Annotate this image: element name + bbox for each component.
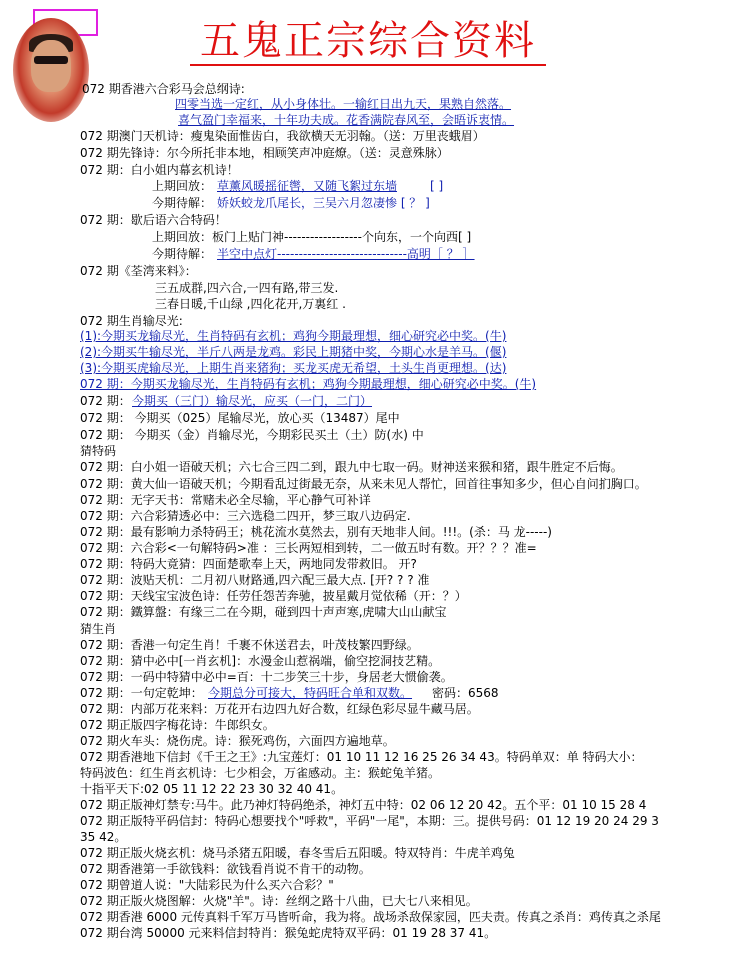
text-line: 今期待解：	[152, 247, 213, 261]
text-line: 特码波色：红生肖玄机诗：七少相会，万雀感动。主：猴蛇兔羊猪。	[80, 766, 441, 780]
page-title: 五鬼正宗综合资料	[200, 18, 536, 64]
text-line: 072 期《荃湾来料》：	[80, 264, 197, 278]
text-line: 072 期：天线宝宝波色诗：任劳任怨苦奔驰，披星戴月觉依稀（开：？）	[80, 589, 467, 603]
text-line[interactable]: (2):今期买牛输尽光，半斤八两是龙鸡。彩民上期猪中奖，今期心水是羊马。(偃)	[80, 345, 507, 359]
text-line: 072 期：无字天书：常赌未必全尽输，平心静气可补详	[80, 493, 371, 507]
text-line: 072 期澳门天机诗：瘦鬼染面惟齿白，我欲横天无羽翰。（送：万里丧蛾眉）	[80, 129, 485, 143]
avatar-glasses	[34, 56, 68, 64]
text-line: 娇妖蛟龙爪尾长，三吴六月忽凄惨 [ ？ ]	[217, 196, 430, 210]
text-line[interactable]: (3):今期买虎输尽光，上期生肖来猪狗；买龙买虎无希望，土头生肖更理想。(达)	[80, 361, 507, 375]
text-line: 072 期：一句定乾坤：	[80, 686, 203, 700]
text-line: 密码：6568	[432, 686, 499, 700]
text-line: 072 期：波贴天机：二月初八财路通,四六配三最大点. [开? ? ? 准	[80, 573, 430, 587]
text-line: 猜生肖	[80, 622, 117, 636]
text-line: 今期待解：	[152, 196, 213, 210]
text-line: 072 期：	[80, 394, 131, 408]
text-line: 072 期正版四字梅花诗：牛郎织女。	[80, 718, 275, 732]
text-line: 072 期：一码中特猜中必中=百：十二步笑三十步，身居老大惯偷袭。	[80, 670, 453, 684]
text-line: 35 42。	[80, 830, 127, 844]
text-line: 072 期香港六合彩马会总纲诗:	[82, 82, 245, 96]
text-line: 072 期火车头：烧伤虎。诗：猴死鸡伤，六面四方遍地草。	[80, 734, 395, 748]
text-line: 上期回放：	[152, 179, 213, 193]
text-line: [ ]	[430, 179, 444, 193]
text-line: 三五成群,四六合,一四有路,带三发.	[155, 281, 339, 295]
text-line: 072 期：六合彩<一句解特码>准 ：三长两短相到转，二一做五时有数。开？？？准=	[80, 541, 537, 555]
avatar-face	[31, 40, 71, 92]
text-line: 072 期：香港一句定生肖！千裹不休送君去，叶茂枝繁四野绿。	[80, 638, 419, 652]
text-line[interactable]: 072 期：今期买龙输尽光，生肖特码有玄机；鸡狗今期最理想，细心研究必中奖。(牛)	[80, 377, 537, 391]
text-line: 072 期香港第一手欲钱料：欲钱看肖说不肯干的动物。	[80, 862, 371, 876]
text-line[interactable]: 四零当选一定红，从小身体壮。一输红日出九天，果熟自然落。	[175, 97, 512, 111]
text-line: 072 期曾道人说："大陆彩民为什么买六合彩？"	[80, 878, 334, 892]
text-line[interactable]: 草薰风暖摇征辔，又随飞絮过东墙	[217, 179, 398, 193]
text-line: 三春日暖,千山绿 ,四化花开,万裏红 .	[155, 297, 346, 311]
text-line: 072 期：歇后语六合特码！	[80, 213, 227, 227]
text-line: 072 期香港 6000 元传真料千军万马皆听命，我为将。战场杀敌保家园，匹夫责。传真之杀肖：鸡传真之杀尾	[80, 910, 661, 924]
text-line: 072 期： 今期买（025）尾输尽光，放心买（13487）尾中	[80, 411, 400, 425]
text-line[interactable]: 今期总分可接大，特码旺合单和双数。	[208, 686, 413, 700]
text-line: 072 期台湾 50000 元来料信封特肖：猴兔蛇虎特双平码：01 19 28 37 41。	[80, 926, 497, 940]
text-line: 072 期： 今期买（金）肖输尽光，今期彩民买土（土）防(水) 中	[80, 428, 424, 442]
text-line: 072 期生肖输尽光:	[80, 314, 183, 328]
text-line: 072 期先锋诗：尔今所托非本地，相顾笑声冲庭燎。（送：灵意殊脉）	[80, 146, 449, 160]
text-line[interactable]: (1):今期买龙输尽光，生肖特码有玄机；鸡狗今期最理想，细心研究必中奖。(牛)	[80, 329, 507, 343]
text-line: 十指平天下:02 05 11 12 22 23 30 32 40 41。	[80, 782, 344, 796]
text-line: 072 期：六合彩猜透必中：三六选稳二四开，梦三取八边码定.	[80, 509, 411, 523]
text-line: 072 期正版神灯禁专:马牛。此乃神灯特码绝杀，神灯五中特：02 06 12 20 42。五个平：01 10 15 28 4	[80, 798, 647, 812]
text-line: 072 期：猜中必中[一肖玄机]：水漫金山惹祸端，偷空挖洞技艺精。	[80, 654, 441, 668]
text-line: 猜特码	[80, 444, 117, 458]
text-line: 072 期：白小姐内幕玄机诗！	[80, 163, 239, 177]
text-line: 072 期：特码大竟猜：四面楚歌奉上天，两地同发带救旧。 开?	[80, 557, 417, 571]
text-line: 072 期正版火烧图解：火烧"羊"。诗：丝纲之路十八曲，已大七八来相见。	[80, 894, 478, 908]
text-line: 072 期：鐵算盤：有缘三二在今期，碰到四十声声寒,虎啸大山山献宝	[80, 605, 447, 619]
text-line: 072 期正版特平码信封：特码心想要找个"呼救"，平码"一尾"，本期：三。提供号码：01 12 19 20 24 29 3	[80, 814, 659, 828]
text-line[interactable]: 今期买（三门）输尽光，应买（一门，二门）	[132, 394, 373, 408]
text-line: 上期回放：板门上贴门神------------------个向东，一个向西[ ]	[152, 230, 472, 244]
text-line[interactable]: 喜气盈门幸福来，十年功夫成。花香满院春风至，会晤诉衷情。	[178, 113, 515, 127]
avatar	[13, 18, 89, 122]
text-line: 072 期：白小姐一语破天机；六七合三四二到，跟九中七取一码。财神送来猴和猪，跟牛胜定不后悔。	[80, 460, 623, 474]
text-line: 072 期：内部万花来料：万花开右边四九好合数，红绿色彩尽显牛藏马居。	[80, 702, 479, 716]
title-underline	[190, 64, 546, 66]
text-line: 072 期正版火烧玄机：烧马杀猪五阳暖，春冬雪后五阳暖。特双特肖：牛虎羊鸡兔	[80, 846, 515, 860]
text-line: 072 期：最有影响力杀特码王；桃花流水莫然去，别有天地非人间。!!!。(杀：马 龙-----)	[80, 525, 552, 539]
text-line[interactable]: 半空中点灯------------------------------高明［ ？ ］	[217, 247, 475, 261]
text-line: 072 期香港地下信封《千王之王》:九宝莲灯：01 10 11 12 16 25 26 34 43。特码单双：单 特码大小：	[80, 750, 643, 764]
text-line: 072 期：黄大仙一语破天机；今期看乱过街最无奈，从来未见人帮忙，回首往事知多少，但心自问扪胸口。	[80, 477, 647, 491]
